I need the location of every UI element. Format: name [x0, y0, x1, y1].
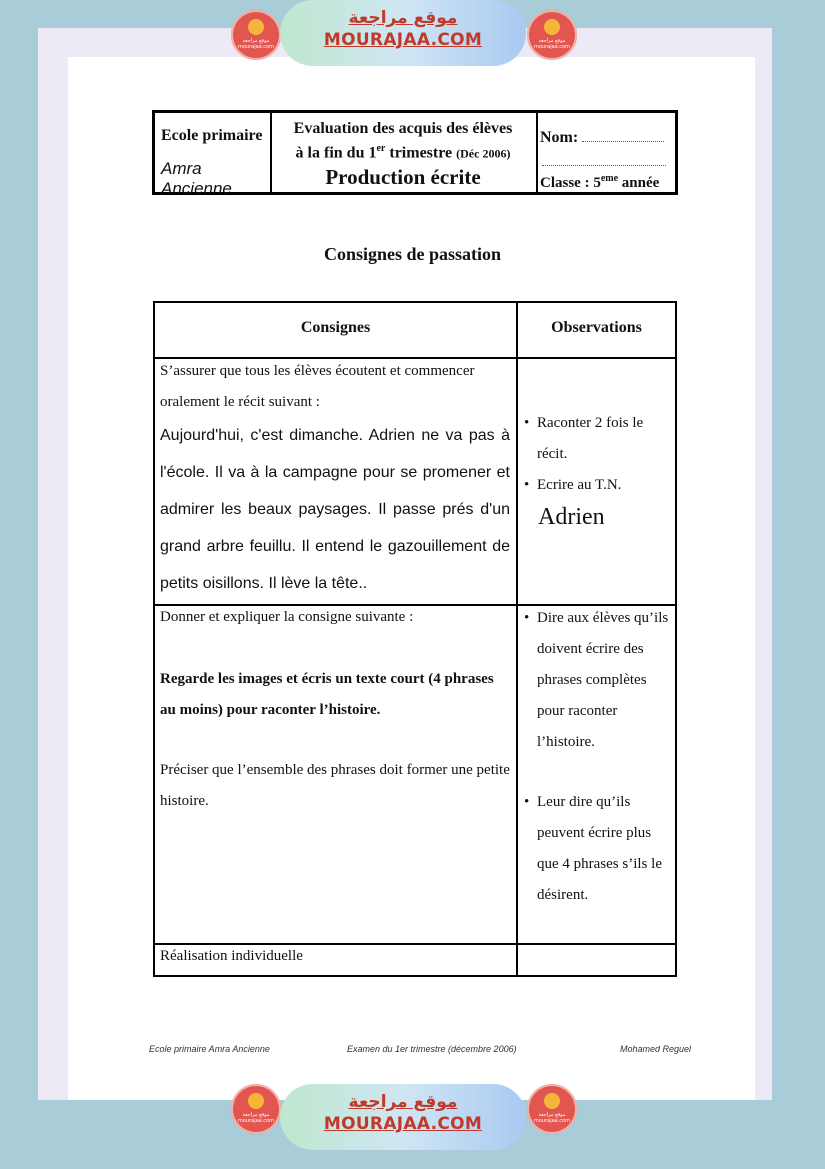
list-item: • Leur dire qu’ils peuvent écrire plus que 4 phrases s’ils le désirent.	[520, 787, 672, 911]
logo-icon	[544, 1093, 560, 1109]
classe-sup: eme	[600, 173, 619, 184]
logo-icon	[248, 1093, 264, 1109]
classe-pre: Classe : 5	[540, 175, 601, 191]
footer-left: Ecole primaire Amra Ancienne	[149, 1044, 270, 1054]
badge-text: موقع مراجعة mourajaa.com	[237, 1112, 274, 1124]
list-item: • Ecrire au T.N.	[520, 470, 670, 501]
column-header-consignes: Consignes	[300, 319, 371, 336]
watermark-banner-top[interactable]	[280, 0, 526, 66]
row3-consigne: Réalisation individuelle	[160, 948, 303, 964]
footer-right: Mohamed Reguel	[620, 1044, 692, 1054]
school-name: Amra Ancienne	[161, 159, 232, 198]
evaluation-cell	[270, 113, 538, 192]
tn-word: Adrien	[538, 504, 605, 530]
consignes-table	[153, 301, 677, 977]
watermark-url[interactable]: MOURAJAA.COM	[323, 30, 483, 50]
eval-date: (Déc 2006)	[456, 146, 511, 161]
list-item: • Dire aux élèves qu’ils doivent écrire des phrases complètes pour raconter l’histoire.	[520, 603, 672, 758]
row1-recit: Aujourd'hui, c'est dimanche. Adrien ne va pas à l'école. Il va à la campagne pour se promener et admirer les beaux paysages. Il passe prés d'un grand arbre feuillu. Il entend le gazouillement de petits oisillons. Il lève la tête..	[160, 427, 510, 592]
row2-obs-list-a	[520, 603, 672, 758]
row2-consigne-bold: Regarde les images et écris un texte court (4 phrases au moins) pour raconter l’histoire.	[160, 671, 494, 718]
nom-label: Nom:	[540, 129, 579, 146]
row2-consigne-note: Préciser que l’ensemble des phrases doit former une petite histoire.	[160, 762, 510, 809]
student-cell	[536, 113, 675, 192]
watermark-url[interactable]: MOURAJAA.COM	[323, 1114, 483, 1134]
badge-text: موقع مراجعة mourajaa.com	[533, 1112, 570, 1124]
school-label: Ecole primaire	[161, 127, 263, 144]
watermark-arabic: موقع مراجعة	[348, 8, 458, 28]
nom-field	[540, 129, 664, 147]
row1-consigne-intro: S’assurer que tous les élèves écoutent et commencer oralement le récit suivant :	[160, 363, 475, 410]
classe-field	[540, 173, 659, 192]
classe-post: année	[618, 175, 660, 191]
nom-dots	[582, 141, 664, 142]
footer-center: Examen du 1er trimestre (décembre 2006)	[347, 1044, 517, 1054]
watermark-arabic: موقع مراجعة	[348, 1092, 458, 1112]
badge-text: موقع مراجعة mourajaa.com	[237, 38, 274, 50]
nom-dots-line	[542, 165, 666, 166]
list-item: • Raconter 2 fois le récit.	[520, 408, 670, 470]
logo-icon	[248, 19, 264, 35]
row1-observations	[518, 357, 675, 603]
school-cell	[155, 113, 272, 198]
logo-icon	[544, 19, 560, 35]
eval-sup: er	[376, 143, 386, 154]
badge-right-bottom	[527, 1084, 577, 1134]
evaluation-title	[270, 119, 536, 163]
eval-line2: à la fin du 1	[295, 144, 377, 162]
column-header-observations: Observations	[551, 319, 642, 336]
eval-line2-post: trimestre	[385, 144, 457, 162]
watermark-banner-bottom[interactable]	[280, 1084, 526, 1150]
badge-left-top	[231, 10, 281, 60]
production-title: Production écrite	[325, 165, 481, 190]
row2-consigne-intro: Donner et expliquer la consigne suivante :	[160, 609, 414, 625]
badge-right-top	[527, 10, 577, 60]
eval-line1: Evaluation des acquis des élèves	[293, 120, 513, 137]
row2-obs-list-b	[520, 787, 672, 911]
header-box	[152, 110, 678, 198]
badge-text: موقع مراجعة mourajaa.com	[533, 38, 570, 50]
page-title: Consignes de passation	[323, 244, 502, 264]
badge-left-bottom	[231, 1084, 281, 1134]
row1-obs-list	[520, 408, 670, 501]
